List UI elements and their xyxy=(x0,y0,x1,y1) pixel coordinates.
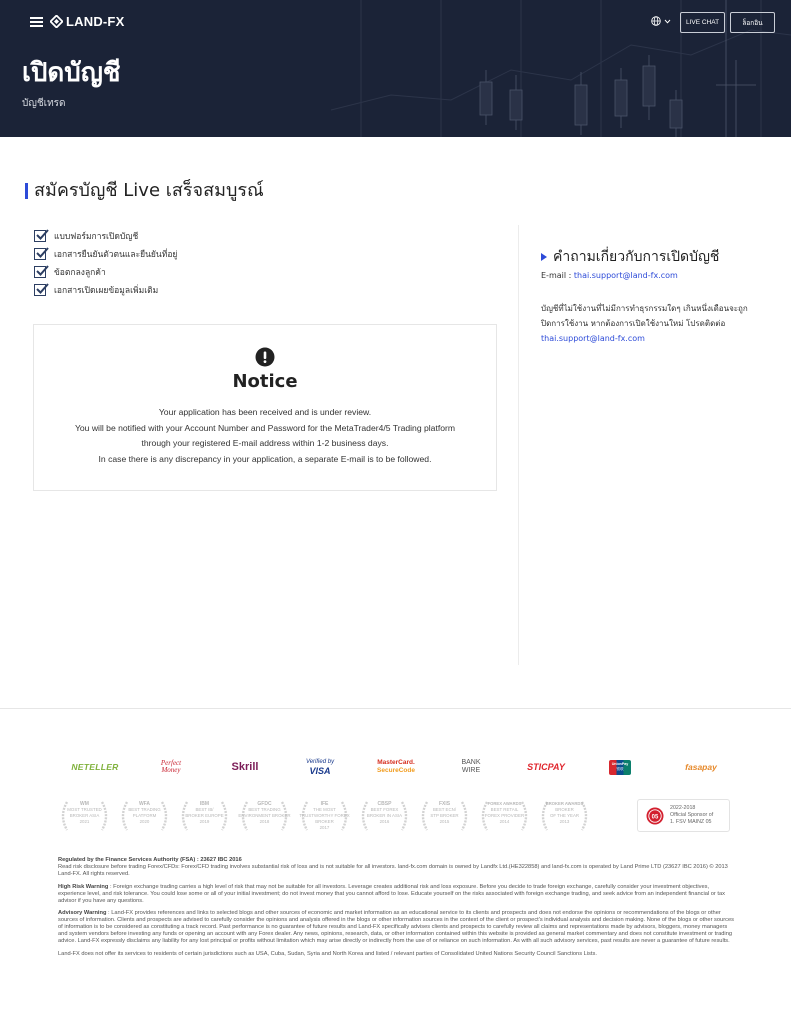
award-badge xyxy=(477,800,532,832)
logo-text: LAND-FX xyxy=(66,14,125,29)
notice-message xyxy=(34,405,496,467)
award-org: WM xyxy=(80,801,89,807)
award-badge xyxy=(297,800,352,832)
support-email-link[interactable]: thai.support@land-fx.com xyxy=(573,271,678,280)
advisory-warning-title: Advisory Warning xyxy=(58,910,107,917)
award-year: 2019 xyxy=(199,819,210,824)
globe-icon xyxy=(651,16,661,26)
bank-wire-logo xyxy=(444,757,498,777)
award-line: STP BROKER xyxy=(430,813,459,818)
award-line: OF THE YEAR xyxy=(549,813,580,818)
step-item xyxy=(34,281,177,299)
advisory-warning-paragraph xyxy=(58,910,735,945)
award-text xyxy=(117,801,172,825)
award-org: BROKER AWARDS xyxy=(545,801,584,806)
visa-text: VISA xyxy=(309,766,331,776)
award-badge xyxy=(237,800,292,832)
notice-line: through your registered E-mail address within 1-2 business days. xyxy=(141,438,389,448)
sponsor-line: 1. FSV MAINZ 05 xyxy=(670,819,712,825)
land-fx-logo[interactable] xyxy=(50,14,124,29)
checkbox-checked-icon xyxy=(34,248,46,260)
risk-warning-title: High Risk Warning xyxy=(58,883,109,890)
fasapay-logo: fasapay xyxy=(685,762,717,772)
inactive-account-note xyxy=(541,301,766,346)
perfect-money-logo xyxy=(144,757,198,777)
footer-divider xyxy=(0,708,791,709)
risk-warning-paragraph xyxy=(58,884,735,905)
faq-title-text: คำถามเกี่ยวกับการเปิดบัญชี xyxy=(553,249,720,265)
page-subtitle: บัญชีเทรด xyxy=(22,98,66,109)
award-org: GFDC xyxy=(257,801,272,807)
securecode-text: SecureCode xyxy=(377,767,415,774)
diamond-logo-icon xyxy=(50,15,63,28)
step-label: เอกสารยืนยันตัวตนและยืนยันที่อยู่ xyxy=(54,250,178,260)
perfect-money-line: Money xyxy=(161,766,181,774)
sponsor-line: Official Sponsor of xyxy=(670,812,714,818)
page-title: เปิดบัญชี xyxy=(22,58,121,88)
award-text xyxy=(297,801,352,831)
faq-title xyxy=(541,246,719,268)
notice-title: Notice xyxy=(232,371,298,392)
chevron-down-icon xyxy=(664,19,671,24)
neteller-logo: NETELLER xyxy=(71,762,119,772)
award-badge xyxy=(537,800,592,832)
award-org: FXIS xyxy=(438,801,451,807)
perfect-money-line: Perfect xyxy=(160,759,182,767)
completed-steps-list xyxy=(34,227,177,299)
step-item xyxy=(34,227,177,245)
award-year: 2020 xyxy=(139,819,150,824)
award-line: TRUSTWORTHY FOREX BROKER xyxy=(299,813,350,824)
bank-wire-line: WIRE xyxy=(461,767,481,774)
note-line: ปิดการใช้งาน หากต้องการเปิดใช้งานใหม่ โปรดติดต่อ xyxy=(541,319,726,328)
award-line: BROKER EUROPE xyxy=(185,813,224,818)
award-text xyxy=(357,801,412,825)
support-email-link[interactable]: thai.support@land-fx.com xyxy=(541,334,645,343)
award-line: BROKER ASIA xyxy=(69,813,100,818)
svg-text:05: 05 xyxy=(651,813,659,820)
award-line: BROKER xyxy=(555,807,574,812)
unionpay-cn-text: 银联 xyxy=(616,767,624,771)
unionpay-text: UnionPay xyxy=(611,762,629,766)
verified-by-visa-logo xyxy=(292,757,348,777)
triangle-right-icon xyxy=(541,253,547,261)
regulation-body: Read risk disclosure before trading Forex/CFDs: Forex/CFD trading involves substantial risk of loss and is not suitable for all investors. land-fx.com domain is owned by Landfx Ltd.(HE322858) and land-fx.com is operated by Land Prime LTD (23627 IBC 2016) © 2013 Land-FX. All rights reserved. xyxy=(58,863,728,877)
jurisdiction-paragraph: Land-FX does not offer its services to residents of certain jurisdictions such as USA, Cuba, Sudan, Syria and North Korea and listed / relevant parties of Consolidated United Nations Security Council Sanctions Lists. xyxy=(58,950,597,957)
award-badge xyxy=(357,800,412,832)
award-line: PLATFORM xyxy=(132,813,157,818)
award-text xyxy=(237,801,292,825)
bank-wire-line: BANK xyxy=(461,759,481,766)
unionpay-logo xyxy=(608,757,632,777)
legal-disclaimer xyxy=(58,857,735,964)
award-line: BEST TRADING xyxy=(128,807,161,812)
checkbox-checked-icon xyxy=(34,284,46,296)
visa-caption: Verified by xyxy=(305,759,335,765)
email-label: E-mail : xyxy=(541,271,574,280)
awards-row xyxy=(57,800,597,832)
language-selector[interactable] xyxy=(651,16,674,26)
award-org: WFA xyxy=(138,801,151,807)
regulation-paragraph xyxy=(58,857,735,878)
notice-line: You will be notified with your Account Number and Password for the MetaTrader4/5 Trading platform xyxy=(74,422,456,433)
award-line: BEST IB/ xyxy=(195,807,214,812)
award-line: BROKER IN ASIA xyxy=(366,813,403,818)
skrill-logo: Skrill xyxy=(231,761,259,773)
exclamation-circle-icon xyxy=(255,347,275,367)
award-org: FOREX AWARDS xyxy=(487,801,522,806)
award-text xyxy=(417,801,472,825)
award-text xyxy=(537,801,592,825)
notice-line: In case there is any discrepancy in your application, a separate E-mail is to be followed. xyxy=(98,453,432,464)
step-label: เอกสารเปิดเผยข้อมูลเพิ่มเติม xyxy=(54,286,159,296)
mastercard-securecode-logo xyxy=(364,757,428,777)
notice-line: Your application has been received and is under review. xyxy=(158,407,372,417)
checkbox-checked-icon xyxy=(34,266,46,278)
sticpay-logo: STICPAY xyxy=(527,762,565,772)
checkbox-checked-icon xyxy=(34,230,46,242)
note-line: บัญชีที่ไม่ใช้งานที่ไม่มีการทำธุรกรรมใดๆ เกินหนึ่งเดือนจะถูก xyxy=(541,304,748,313)
award-line: BEST RETAIL xyxy=(490,807,519,812)
award-line: BEST TRADING xyxy=(248,807,281,812)
award-text xyxy=(177,801,232,825)
award-year: 2018 xyxy=(259,819,270,824)
payment-methods xyxy=(58,757,738,777)
award-badge xyxy=(177,800,232,832)
step-label: แบบฟอร์มการเปิดบัญชี xyxy=(54,232,139,242)
sponsor-badge xyxy=(637,799,730,832)
column-divider xyxy=(518,225,519,665)
award-text xyxy=(477,801,532,825)
step-item xyxy=(34,263,177,281)
award-year: 2021 xyxy=(79,819,90,824)
step-label: ข้อตกลงลูกค้า xyxy=(54,268,106,278)
live-chat-button[interactable]: LIVE CHAT xyxy=(680,12,725,33)
award-org: IFE xyxy=(320,801,329,807)
award-line: BEST ECN/ xyxy=(432,807,457,812)
title-accent-bar xyxy=(25,183,28,199)
regulation-title: Regulated by the Finance Services Authority (FSA) : 23627 IBC 2016 xyxy=(58,857,242,863)
award-line: THE MOST xyxy=(313,807,336,812)
top-navigation xyxy=(0,0,791,44)
award-badge xyxy=(417,800,472,832)
step-item xyxy=(34,245,177,263)
award-line: ENVIRONMENT BROKER xyxy=(238,813,291,818)
fsv-mainz-crest-icon xyxy=(646,807,664,825)
award-year: 2013 xyxy=(559,819,570,824)
award-text xyxy=(57,801,112,825)
award-org: CBSP xyxy=(377,801,392,807)
award-year: 2014 xyxy=(499,819,510,824)
award-badge xyxy=(117,800,172,832)
sponsor-line: 2022-2018 xyxy=(670,805,696,811)
award-year: 2016 xyxy=(379,819,390,824)
award-year: 2015 xyxy=(439,819,450,824)
hero-banner xyxy=(0,0,791,137)
section-title: สมัครบัญชี Live เสร็จสมบูรณ์ xyxy=(34,180,264,201)
award-badge xyxy=(57,800,112,832)
award-line: MOST TRUSTED xyxy=(67,807,102,812)
hamburger-menu-icon[interactable] xyxy=(30,17,43,27)
risk-warning-body: : Foreign exchange trading carries a high level of risk that may not be suitable for all investors. Leverage creates additional risk and loss exposure. Before you decide to trade foreign exchange, carefully consider your investment objectives, experience level, and risk tolerance. You could lose some or all of your initial investment; do not invest money that you cannot afford to lose. Educate yourself on the risks associated with foreign exchange trading, and seek advice from an independent financial or tax advisor if you have any questions. xyxy=(58,883,725,904)
award-line: FOREX PROVIDER xyxy=(484,813,525,818)
sponsor-text xyxy=(670,805,713,826)
advisory-warning-body: : Land-FX provides references and links to selected blogs and other sources of economic and market information as an educational service to its clients and prospects and does not endorse the opinions or recommendations of the blogs or other sources of information. Clients and prospects are advised to carefully consider the opinions and analysis offered in the blogs or other information sources in the context of the client or prospect's individual analysis and decision making. None of the blogs or other sources of information is to be considered as constituting a track record. Past performance is no guarantee of future results and Land-FX specifically advises clients and prospects to carefully review all claims and representations made by advisors, bloggers, money managers and system vendors before investing any funds or opening an account with any Forex dealer. Any news, opinions, research, data, or other information contained within this website is provided as general market commentary and does not constitute investment or trading advice. Land-FX expressly disclaims any liability for any lost principal or profits without limitation which may arise directly or indirectly from the use of or reliance on such information. As with all such advisory services, past results are never a guarantee of future results. xyxy=(58,910,734,945)
mastercard-text: MasterCard. xyxy=(377,759,415,766)
faq-email xyxy=(541,271,678,280)
login-button[interactable]: ล็อกอิน xyxy=(730,12,775,33)
notice-card xyxy=(33,324,497,491)
award-org: IBM xyxy=(199,801,210,807)
award-year: 2017 xyxy=(319,825,330,830)
award-line: BEST FOREX xyxy=(370,807,399,812)
